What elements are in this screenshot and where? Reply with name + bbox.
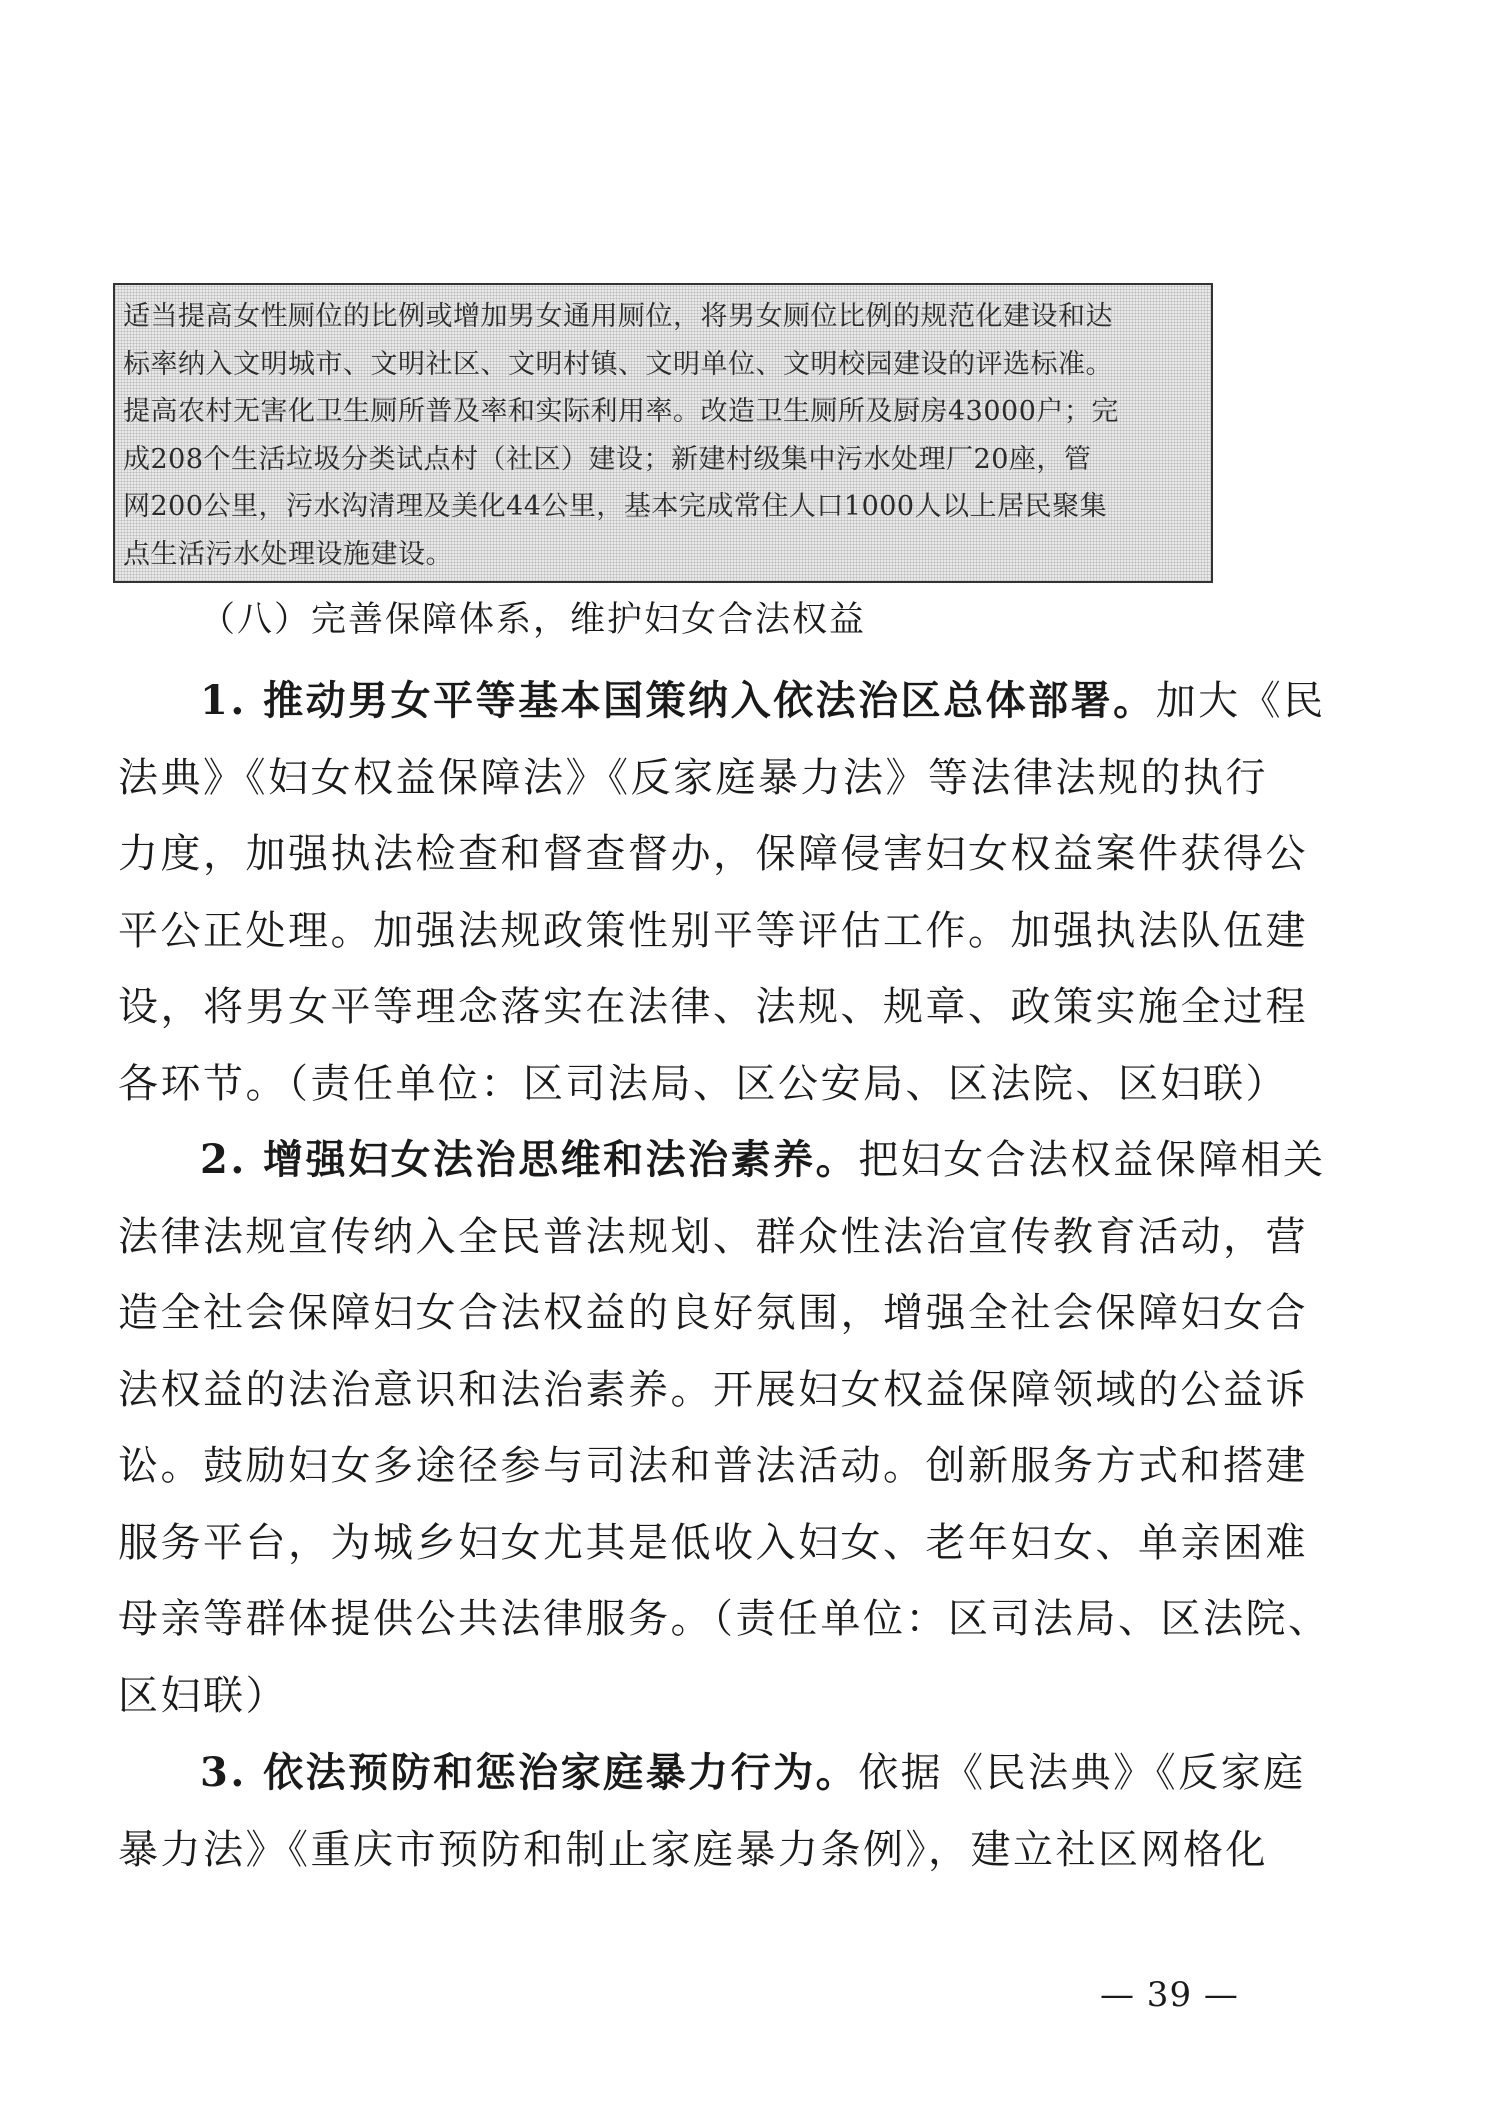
item-text: 把妇女合法权益保障相关 [858, 1137, 1326, 1183]
paragraph-line: 造全社会保障妇女合法权益的良好氛围，增强全社会保障妇女合 [118, 1290, 1308, 1336]
item-title: 1. 推动男女平等基本国策纳入依法治区总体部署。 [200, 677, 1156, 724]
paragraph-line: 服务平台，为城乡妇女尤其是低收入妇女、老年妇女、单亲困难 [118, 1519, 1308, 1566]
paragraph-item-3 [118, 1735, 1306, 1888]
paragraph-item-1 [118, 663, 1326, 1122]
paragraph-line [118, 1735, 1306, 1812]
shaded-text-box [113, 283, 1213, 583]
paragraph-line: 讼。鼓励妇女多途径参与司法和普法活动。创新服务方式和搭建 [118, 1443, 1308, 1489]
paragraph-line: 设，将男女平等理念落实在法律、法规、规章、政策实施全过程 [118, 984, 1308, 1030]
paragraph-line: 母亲等群体提供公共法律服务。（责任单位：区司法局、区法院、 [118, 1596, 1331, 1642]
box-line: 点生活污水处理设施建设。 [123, 538, 453, 570]
box-line: 提高农村无害化卫生厕所普及率和实际利用率。改造卫生厕所及厨房43000户；完 [123, 396, 1119, 427]
paragraph-line: 暴力法》《重庆市预防和制止家庭暴力条例》，建立社区网格化 [118, 1826, 1268, 1873]
paragraph-line: 区妇联） [118, 1672, 288, 1719]
paragraph-line [118, 663, 1326, 740]
paragraph-line: 力度，加强执法检查和督查督办，保障侵害妇女权益案件获得公 [118, 831, 1308, 877]
paragraph-line: 法权益的法治意识和法治素养。开展妇女权益保障领域的公益诉 [118, 1366, 1308, 1413]
item-title: 2. 增强妇女法治思维和法治素养。 [200, 1136, 859, 1183]
page-number: — 39 — [1100, 1975, 1239, 2015]
paragraph-item-2 [118, 1122, 1331, 1734]
paragraph-line: 法典》《妇女权益保障法》《反家庭暴力法》等法律法规的执行 [118, 754, 1268, 801]
paragraph-line [118, 1122, 1326, 1199]
item-title: 3. 依法预防和惩治家庭暴力行为。 [200, 1749, 859, 1796]
paragraph-line: 法律法规宣传纳入全民普法规划、群众性法治宣传教育活动，营 [118, 1213, 1308, 1260]
box-line: 适当提高女性厕位的比例或增加男女通用厕位，将男女厕位比例的规范化建设和达 [123, 301, 1113, 332]
box-line: 标率纳入文明城市、文明社区、文明村镇、文明单位、文明校园建设的评选标准。 [123, 348, 1113, 380]
section-heading: （八）完善保障体系，维护妇女合法权益 [200, 600, 867, 640]
box-line: 网200公里，污水沟清理及美化44公里，基本完成常住人口1000人以上居民聚集 [123, 491, 1108, 522]
paragraph-line: 各环节。（责任单位：区司法局、区公安局、区法院、区妇联） [118, 1060, 1288, 1107]
paragraph-line: 平公正处理。加强法规政策性别平等评估工作。加强执法队伍建 [118, 907, 1308, 954]
item-text: 依据《民法典》《反家庭 [858, 1750, 1306, 1796]
item-text: 加大《民 [1155, 678, 1326, 724]
box-line: 成208个生活垃圾分类试点村（社区）建设；新建村级集中污水处理厂20座，管 [123, 443, 1092, 475]
